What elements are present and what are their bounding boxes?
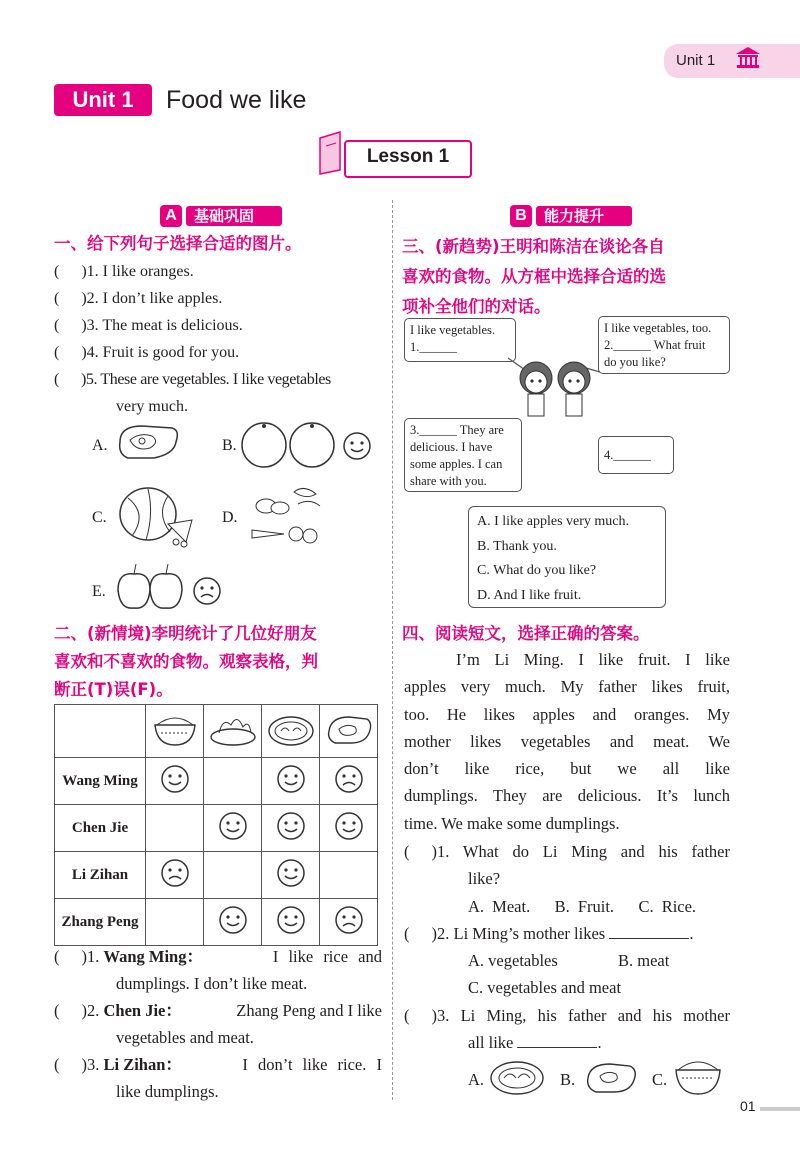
section-b-badge: B xyxy=(510,205,532,227)
part4-q2-option-c: C. vegetables and meat xyxy=(468,978,622,998)
part4-q2: ( )2. Li Ming’s mother likes . xyxy=(404,923,694,943)
table-cell xyxy=(262,899,320,946)
table-cell xyxy=(320,805,378,852)
reading-passage: I’m Li Ming. I like fruit. I like apples very much. My father likes fruit, too. He likes apples and oranges. My mother likes vegetables and meat. We don’t like rice, but we all like dumplings. They are delicious. It’s lunch time. We make some dumplings. xyxy=(404,650,730,833)
happy-face-icon xyxy=(218,905,248,935)
table-cell xyxy=(146,899,204,946)
unit-title: Food we like xyxy=(166,86,307,114)
happy-face-icon xyxy=(218,811,248,841)
q3-option-b: B. xyxy=(560,1070,576,1089)
part4-heading: 四、阅读短文，选择正确的答案。 xyxy=(402,624,650,643)
row-name: Wang Ming xyxy=(55,758,146,805)
sad-face-icon xyxy=(192,576,222,606)
sad-face-icon xyxy=(334,764,364,794)
children-picture xyxy=(500,350,610,420)
option-b-label: B. xyxy=(222,437,237,454)
part1-item: ( )4. Fruit is good for you. xyxy=(54,344,240,361)
part4-q1: ( ) 1. What do Li Ming and his father xyxy=(404,842,730,861)
meat-icon xyxy=(320,705,378,758)
option-a-label: A. xyxy=(92,437,108,454)
part2-item: ( )2. Chen Jie： Zhang Peng and I like xyxy=(54,1001,382,1020)
happy-face-icon xyxy=(276,811,306,841)
table-cell xyxy=(262,758,320,805)
table-row xyxy=(55,758,378,805)
part2-item-cont: vegetables and meat. xyxy=(116,1028,254,1047)
part4-q3-cont: all like . xyxy=(468,1033,602,1053)
page-bar xyxy=(760,1107,800,1111)
part1-heading: 一、给下列句子选择合适的图片。 xyxy=(54,234,302,253)
table-corner xyxy=(55,705,146,758)
table-cell xyxy=(204,805,262,852)
lesson-label: Lesson 1 xyxy=(366,146,450,167)
meat-picture xyxy=(114,420,184,464)
part1-list xyxy=(54,258,384,420)
happy-face-icon xyxy=(334,811,364,841)
row-name: Li Zihan xyxy=(55,852,146,899)
dumplings-icon xyxy=(262,705,320,758)
row-name: Zhang Peng xyxy=(55,899,146,946)
table-cell xyxy=(204,899,262,946)
speech-bubble-4: 4.______ xyxy=(598,436,674,474)
section-b-title: 能力提升 xyxy=(536,206,632,226)
options-box: A. I like apples very much. B. Thank you. C. What do you like? D. And I like fruit. xyxy=(468,506,666,608)
part2-heading: 二、(新情境)李明统计了几位好朋友 喜欢和不喜欢的食物。观察表格，判 断正(T)误(F)。 xyxy=(54,624,318,699)
table-cell xyxy=(146,805,204,852)
speech-bubble-1: I like vegetables. 1.______ xyxy=(404,318,516,362)
part1-item: ( )1. I like oranges. xyxy=(54,263,194,280)
table-cell xyxy=(146,758,204,805)
part2-item-cont: dumplings. I don’t like meat. xyxy=(116,974,308,993)
sad-face-icon xyxy=(160,858,190,888)
vegetables-icon xyxy=(204,705,262,758)
part1-item: ( )2. I don’t like apples. xyxy=(54,290,223,307)
part3-heading: 三、(新趋势)王明和陈洁在谈论各自 喜欢的食物。从方框中选择合适的选 项补全他们的对话。 xyxy=(402,237,666,316)
table-row xyxy=(55,805,378,852)
table-header-row xyxy=(55,705,378,758)
table-cell xyxy=(320,758,378,805)
table-cell xyxy=(204,758,262,805)
happy-face-icon xyxy=(276,905,306,935)
q3-option-c: C. xyxy=(652,1070,668,1089)
section-a-title: 基础巩固 xyxy=(186,206,282,226)
happy-face-icon xyxy=(342,431,372,461)
section-a-badge: A xyxy=(160,205,182,227)
part2-item-cont: like dumplings. xyxy=(116,1082,219,1101)
part1-item5-cont: very much. xyxy=(116,398,188,415)
part4-q2-options: A. vegetables B. meat xyxy=(468,951,670,971)
meat-picture-small xyxy=(582,1058,642,1098)
table-cell xyxy=(262,805,320,852)
sad-face-icon xyxy=(334,905,364,935)
table-cell xyxy=(146,852,204,899)
table-cell xyxy=(262,852,320,899)
speech-bubble-3: 3.______ They are delicious. I have some apples. I can share with you. xyxy=(404,418,522,492)
building-icon xyxy=(734,44,762,70)
page-number: 01 xyxy=(740,1098,756,1114)
part4-q1-cont: like? xyxy=(468,869,501,889)
part1-item: ( )5. These are vegetables. I like vegetables xyxy=(54,371,331,388)
row-name: Chen Jie xyxy=(55,805,146,852)
part2-item: ( )3. Li Zihan： I don’t like rice. I xyxy=(54,1055,382,1074)
part1-item: ( )3. The meat is delicious. xyxy=(54,317,243,334)
vegetables-picture xyxy=(244,482,326,552)
option-d-label: D. xyxy=(222,509,238,526)
rice-icon xyxy=(146,705,204,758)
option-e-label: E. xyxy=(92,583,106,600)
table-row xyxy=(55,852,378,899)
book-icon xyxy=(318,130,346,176)
part2-item: ( )1. Wang Ming： I like rice and xyxy=(54,947,382,966)
dumplings-picture xyxy=(488,1056,546,1100)
happy-face-icon xyxy=(276,764,306,794)
part2-items xyxy=(54,943,382,1105)
part4-q3: ( ) 3. Li Ming, his father and his mother xyxy=(404,1005,730,1025)
q3-option-a: A. xyxy=(468,1070,485,1089)
part4-q1-options: A. Meat. B. Fruit. C. Rice. xyxy=(468,896,697,916)
option-c-label: C. xyxy=(92,509,107,526)
watermelon-picture xyxy=(116,484,196,548)
part4-questions xyxy=(404,838,730,1056)
table-row xyxy=(55,899,378,946)
rice-picture xyxy=(672,1052,724,1098)
table-cell xyxy=(320,852,378,899)
unit-tab-label: Unit 1 xyxy=(676,52,716,69)
table-cell xyxy=(204,852,262,899)
table-cell xyxy=(320,899,378,946)
food-table xyxy=(54,704,378,946)
happy-face-icon xyxy=(276,858,306,888)
speech-bubble-2: I like vegetables, too. 2.______ What fruit do you like? xyxy=(598,316,730,374)
unit-badge: Unit 1 xyxy=(54,84,152,116)
happy-face-icon xyxy=(160,764,190,794)
apples-picture xyxy=(114,562,194,614)
